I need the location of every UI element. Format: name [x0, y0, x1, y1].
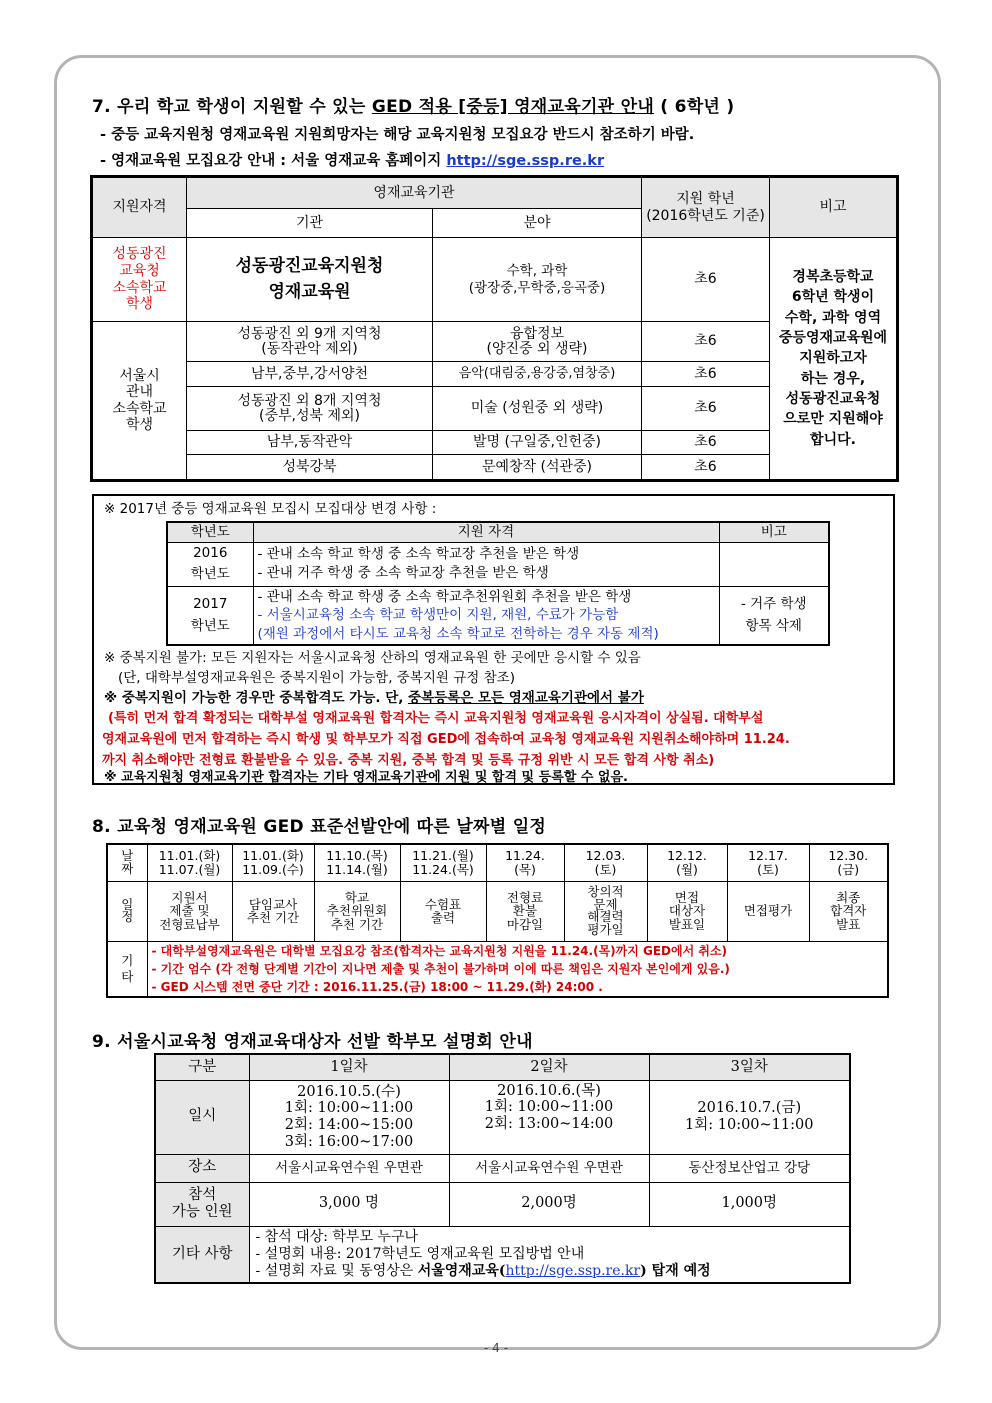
- etc-line2: - 설명회 내용: 2017학년도 영재교육원 모집방법 안내: [255, 1245, 585, 1262]
- parent-briefing-table: [154, 1053, 851, 1284]
- header-day1: 1일차: [249, 1054, 449, 1080]
- schedule-table: [106, 843, 889, 998]
- table-row-field: 음악(대림중,용강중,염창중): [433, 362, 642, 387]
- day2-capacity: 2,000명: [449, 1182, 649, 1226]
- table-row-inst: 성북강북: [187, 455, 433, 480]
- group2-label: 서울시 관내 소속학교 학생: [93, 322, 187, 480]
- day3-capacity: 1,000명: [649, 1182, 850, 1226]
- schedule-event: 최종 합격자 발표: [809, 881, 888, 941]
- table-row-grade: 초6: [642, 322, 770, 362]
- note-duplicate: ※ 중복지원 불가: 모든 지원자는 서울시교육청 산하의 영재교육원 한 곳에만 응시할 수 있음: [104, 650, 641, 666]
- table-row-field: 문예창작 (석관중): [433, 455, 642, 480]
- header-qualification: 지원 자격: [253, 522, 719, 542]
- etc-row-label: 기 타: [107, 941, 147, 997]
- table-row-inst: 성동광진 외 9개 지역청 (동작관악 제외): [187, 322, 433, 362]
- header-year: 학년도: [167, 522, 253, 542]
- section7-line2-prefix: - 영재교육원 모집요강 안내 : 서울 영재교육 홈페이지: [100, 153, 447, 169]
- day3-place: 동산정보산업고 강당: [649, 1154, 850, 1182]
- recruit-change-table: [166, 521, 830, 646]
- table-row-field: 수학, 과학 (광장중,무학중,응곡중): [433, 238, 642, 322]
- row-capacity-label: 참석 가능 인원: [155, 1182, 249, 1226]
- row-datetime-label: 일시: [155, 1080, 249, 1154]
- header-division: 구분: [155, 1054, 249, 1080]
- table-row-field: 융합정보 (양진중 외 생략): [433, 322, 642, 362]
- schedule-etc-line3: - GED 시스템 전면 중단 기간 : 2016.11.25.(금) 18:00 ~ 11.29.(화) 24:00 .: [151, 979, 603, 994]
- row-etc-label: 기타 사항: [155, 1226, 249, 1283]
- note-duplicate-pass-prefix: ※ 중복지원이 가능한 경우만 중복합격도 가능. 단,: [104, 690, 409, 706]
- day3-datetime: 2016.10.7.(금) 1회: 10:00~11:00: [649, 1080, 850, 1154]
- schedule-date: 12.17. (토): [727, 844, 809, 881]
- schedule-event: 수험표 출력: [400, 881, 486, 941]
- schedule-date-row: [107, 844, 888, 881]
- schedule-event: 면접평가: [727, 881, 809, 941]
- row-place-label: 장소: [155, 1154, 249, 1182]
- header-qualification: 지원자격: [93, 178, 187, 238]
- section7-title-underlined: GED 적용 [중등] 영재교육기관 안내: [371, 97, 655, 117]
- section7-line1: - 중등 교육지원청 영재교육원 지원희망자는 해당 교육지원청 모집요강 반드시 참조하기 바람.: [100, 127, 695, 143]
- schedule-event: 학교 추천위원회 추천 기간: [314, 881, 400, 941]
- header-note: 비고: [770, 178, 897, 238]
- table-row-grade: 초6: [642, 431, 770, 455]
- schedule-event: 창의적 문제 해결력 평가일: [564, 881, 647, 941]
- day1-place: 서울시교육연수원 우면관: [249, 1154, 449, 1182]
- notes-heading: ※ 2017년 중등 영재교육원 모집시 모집대상 변경 사항 :: [104, 501, 437, 517]
- schedule-event: 지원서 제출 및 전형료납부: [147, 881, 232, 941]
- schedule-date: 11.10.(목) 11.14.(월): [314, 844, 400, 881]
- schedule-event: 담임교사 추천 기간: [232, 881, 314, 941]
- schedule-date: 11.01.(화) 11.09.(수): [232, 844, 314, 881]
- schedule-event: 면접 대상자 발표일: [647, 881, 727, 941]
- etc-details: [249, 1226, 850, 1283]
- note-no-other: ※ 교육지원청 영재교육기관 합격자는 기타 영재교육기관에 지원 및 합격 및 등록할 수 없음.: [104, 770, 628, 785]
- qual-2016-line2: - 관내 거주 학생 중 소속 학교장 추천을 받은 학생: [257, 565, 549, 582]
- schedule-date: 11.24. (목): [486, 844, 564, 881]
- red-note-line2: 영재교육원에 먼저 합격하는 즉시 학생 및 학부모가 직접 GED에 접속하여 교육청 영재교육원 지원취소해야하며 11.24.: [102, 732, 790, 747]
- schedule-date: 12.03. (토): [564, 844, 647, 881]
- table-row-inst: 성동광진교육지원청 영재교육원: [187, 238, 433, 322]
- table-row-grade: 초6: [642, 362, 770, 387]
- schedule-date: 11.01.(화) 11.07.(월): [147, 844, 232, 881]
- etc-line3-bold: 서울영재교육(: [417, 1262, 506, 1279]
- etc-line1: - 참석 대상: 학부모 누구나: [255, 1229, 418, 1246]
- header-grade: 지원 학년 (2016학년도 기준): [642, 178, 770, 238]
- section7-title: [92, 92, 734, 117]
- table-note: 경복초등학교 6학년 학생이 수학, 과학 영역 중등영재교육원에 지원하고자 하는 경우, 성동광진교육청 으로만 지원해야 합니다.: [770, 238, 897, 480]
- table-row-field: 미술 (성원중 외 생략): [433, 387, 642, 431]
- table-row-inst: 성동광진 외 8개 지역청 (중부,성북 제외): [187, 387, 433, 431]
- section9-title: 9. 서울시교육청 영재교육대상자 선발 학부모 설명회 안내: [92, 1032, 533, 1052]
- qual-2017-line1: - 관내 소속 학교 학생 중 소속 학교추천위원회 추천을 받은 학생: [257, 589, 632, 606]
- etc-line3-bold2: ) 탑재 예정: [640, 1262, 711, 1279]
- red-note-line1: (특히 먼저 합격 확정되는 대학부설 영재교육원 합격자는 즉시 교육지원청 영재교육원 응시자격이 상실됨. 대학부설: [108, 711, 764, 726]
- header-institution-group: 영재교육기관: [187, 178, 642, 209]
- note-2017: - 거주 학생 항목 삭제: [719, 586, 829, 645]
- table-row-grade: 초6: [642, 238, 770, 322]
- qual-2017: [253, 586, 719, 645]
- header-field: 분야: [433, 209, 642, 238]
- schedule-event-row: [107, 881, 888, 941]
- section7-title-prefix: 7. 우리 학교 학생이 지원할 수 있는: [92, 97, 372, 117]
- etc-line3: [256, 1263, 848, 1280]
- section7-title-suffix: ( 6학년 ): [654, 97, 735, 117]
- note-duplicate-pass: [104, 686, 644, 706]
- schedule-row-label: 일 정: [107, 881, 147, 941]
- schedule-date: 11.21.(월) 11.24.(목): [400, 844, 486, 881]
- note-2016: [719, 542, 829, 586]
- header-day3: 3일차: [649, 1054, 850, 1080]
- schedule-etc-line1: - 대학부설영재교육원은 대학별 모집요강 참조(합격자는 교육지원청 지원을 11.24.(목)까지 GED에서 취소): [151, 943, 728, 958]
- table-row-grade: 초6: [642, 455, 770, 480]
- table-row-grade: 초6: [642, 387, 770, 431]
- red-note-line3: 까지 취소해야만 전형료 환불받을 수 있음. 중복 지원, 중복 합격 및 등록 규정 위반 시 모든 합격 사항 취소): [102, 753, 715, 768]
- date-row-label: 날 짜: [107, 844, 147, 881]
- note-duplicate-exception: (단, 대학부설영재교육원은 중복지원이 가능함, 중복지원 규정 참조): [118, 670, 515, 686]
- sge-homepage-link[interactable]: http://sge.ssp.re.kr: [446, 153, 605, 169]
- day1-datetime: 2016.10.5.(수) 1회: 10:00~11:00 2회: 14:00~15:00 3회: 16:00~17:00: [249, 1080, 449, 1154]
- schedule-date: 12.30. (금): [809, 844, 888, 881]
- qual-2016: [253, 542, 719, 586]
- qual-2016-line1: - 관내 소속 학교 학생 중 소속 학교장 추천을 받은 학생: [257, 545, 580, 562]
- header-day2: 2일차: [449, 1054, 649, 1080]
- qual-2017-line3: (재원 과정에서 타시도 교육청 소속 학교로 전학하는 경우 자동 제적): [257, 625, 659, 642]
- day2-place: 서울시교육연수원 우면관: [449, 1154, 649, 1182]
- year-2017: 2017 학년도: [167, 586, 253, 645]
- sge-link[interactable]: http://sge.ssp.re.kr: [505, 1262, 641, 1279]
- schedule-etc-line2: - 기간 엄수 (각 전형 단계별 기간이 지나면 제출 및 추천이 불가하며 이에 따른 책임은 지원자 본인에게 있음.): [151, 961, 730, 976]
- group1-label: 성동광진 교육청 소속학교 학생: [93, 238, 187, 322]
- schedule-etc-notes: [147, 941, 888, 997]
- table-row-inst: 남부,중부,강서양천: [187, 362, 433, 387]
- schedule-date: 12.12. (월): [647, 844, 727, 881]
- section8-title: 8. 교육청 영재교육원 GED 표준선발안에 따른 날짜별 일정: [92, 817, 547, 837]
- table-row-field: 발명 (구일중,인헌중): [433, 431, 642, 455]
- section7-line2: [100, 149, 604, 170]
- qual-2017-line2: - 서울시교육청 소속 학교 학생만이 지원, 재원, 수료가 가능함: [257, 607, 619, 624]
- year-2016: 2016 학년도: [167, 542, 253, 586]
- gifted-institutions-table: [92, 177, 897, 480]
- etc-line3-prefix: - 설명회 자료 및 동영상은: [255, 1262, 418, 1279]
- day2-datetime: 2016.10.6.(목) 1회: 10:00~11:00 2회: 13:00~14:00: [449, 1080, 649, 1154]
- page-number: - 4 -: [484, 1341, 508, 1355]
- table-row-inst: 남부,동작관악: [187, 431, 433, 455]
- header-note: 비고: [719, 522, 829, 542]
- day1-capacity: 3,000 명: [249, 1182, 449, 1226]
- note-duplicate-pass-underlined: 중복등록은 모든 영재교육기관에서 불가: [408, 690, 644, 706]
- schedule-etc-row: [107, 941, 888, 997]
- schedule-event: 전형료 환불 마감일: [486, 881, 564, 941]
- header-institution: 기관: [187, 209, 433, 238]
